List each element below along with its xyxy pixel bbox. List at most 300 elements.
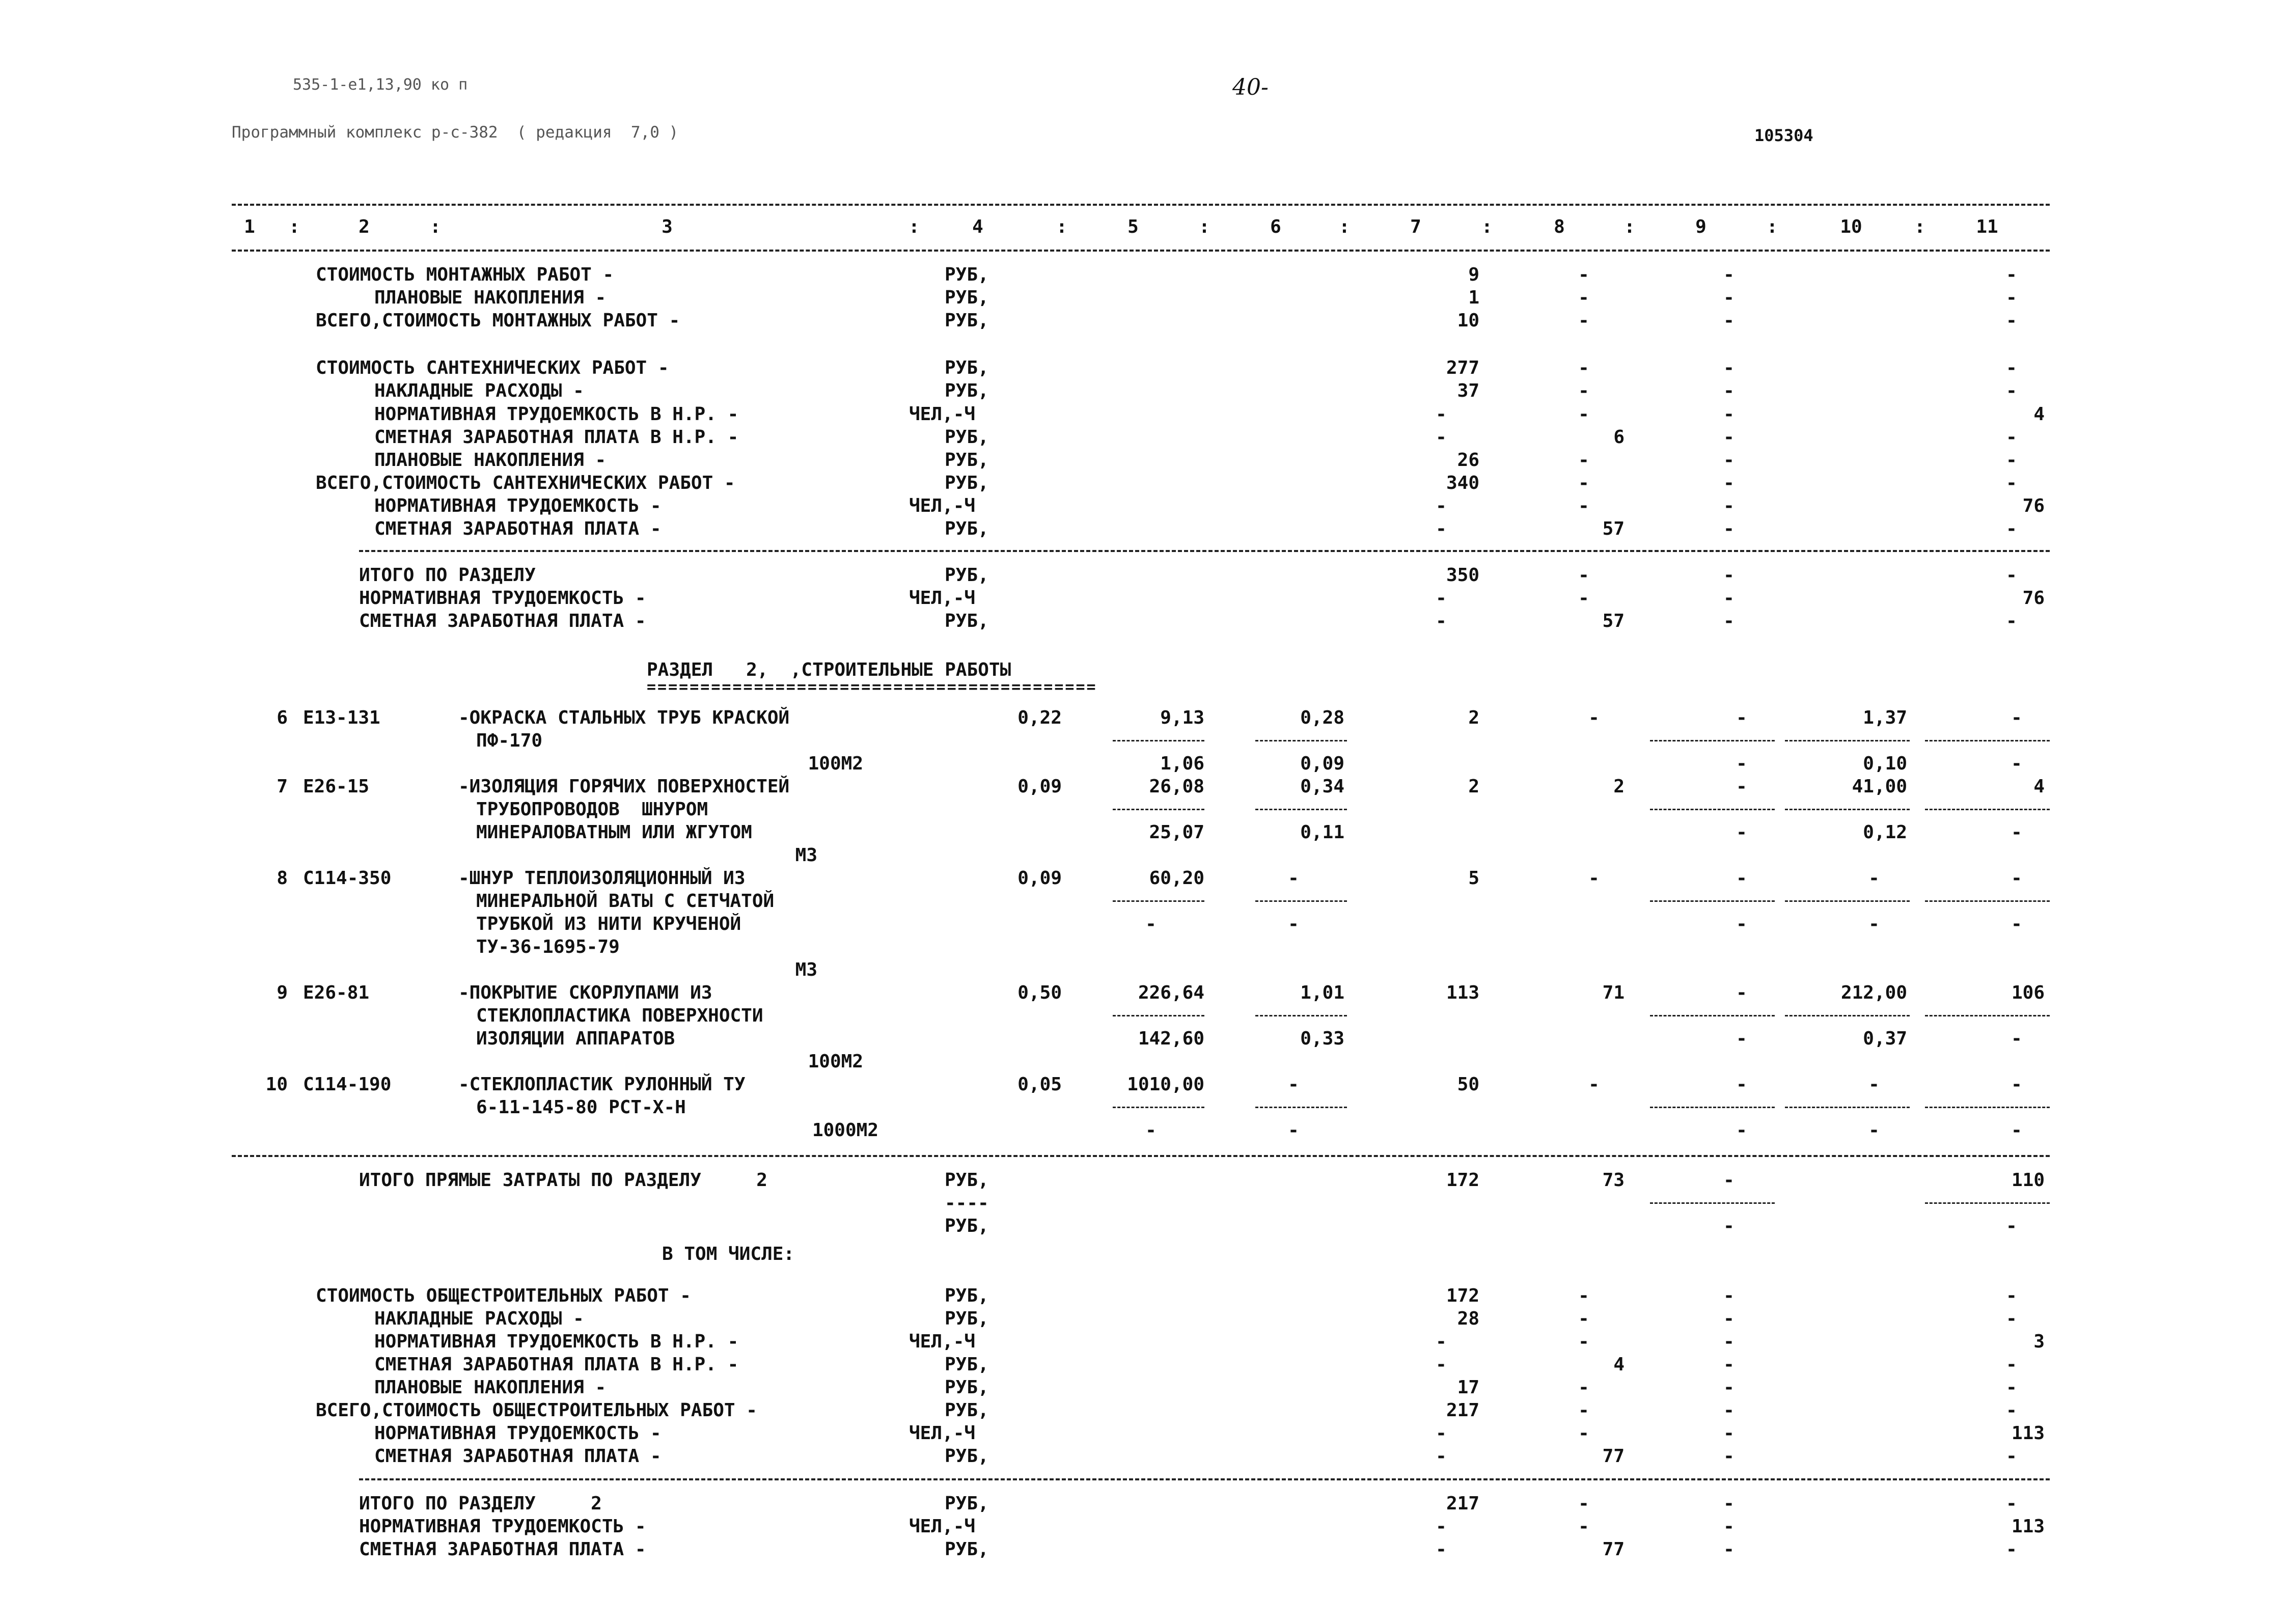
item-code: С114-190 (303, 1074, 392, 1095)
subrule (1785, 1015, 1910, 1016)
row-unit: РУБ, (945, 1308, 989, 1329)
value-col8: - (1578, 473, 1589, 493)
row-label: ИТОГО ПРЯМЫЕ ЗАТРАТЫ ПО РАЗДЕЛУ 2 (359, 1170, 767, 1191)
value-col11: - (2011, 1028, 2022, 1049)
value-col8: - (1578, 565, 1589, 586)
value-col9: - (1723, 588, 1735, 609)
value-col8: 71 (1602, 982, 1625, 1003)
row-label: ПЛАНОВЫЕ НАКОПЛЕНИЯ - (374, 287, 607, 308)
value-col11: - (2011, 822, 2022, 843)
value-col9: - (1723, 357, 1735, 378)
value-col5: - (1145, 914, 1157, 934)
row-label: ПЛАНОВЫЕ НАКОПЛЕНИЯ - (374, 450, 607, 471)
row-label: СМЕТНАЯ ЗАРАБОТНАЯ ПЛАТА - (359, 1539, 646, 1560)
value-col9: - (1723, 1493, 1735, 1514)
page-number: 40- (1232, 74, 1269, 100)
value-col6: 0,28 (1300, 707, 1344, 728)
value-col11: - (2006, 1446, 2017, 1467)
item-code: С114-350 (303, 868, 392, 889)
value-col7: 17 (1457, 1377, 1479, 1398)
value-col9: - (1736, 982, 1747, 1003)
row-unit-dashes: ---- (945, 1193, 989, 1214)
subrule (1925, 900, 2050, 902)
value-col6: 0,33 (1300, 1028, 1344, 1049)
row-label: СМЕТНАЯ ЗАРАБОТНАЯ ПЛАТА - (374, 518, 662, 539)
item-qty: 0,50 (1017, 982, 1062, 1003)
value-col9: - (1736, 868, 1747, 889)
row-label: НОРМАТИВНАЯ ТРУДОЕМКОСТЬ В Н.Р. - (374, 404, 739, 425)
item-number: 10 (265, 1074, 288, 1095)
row-label: ИТОГО ПО РАЗДЕЛУ (359, 565, 536, 586)
row-unit: РУБ, (945, 1285, 989, 1306)
value-col7: 9 (1468, 264, 1479, 285)
value-col11: - (2006, 1285, 2017, 1306)
row-unit: РУБ, (945, 611, 989, 631)
item-description: -СТЕКЛОПЛАСТИК РУЛОННЫЙ ТУ (458, 1074, 746, 1095)
item-qty: 0,22 (1017, 707, 1062, 728)
subrule (1113, 1015, 1204, 1016)
row-label: СТОИМОСТЬ САНТЕХНИЧЕСКИХ РАБОТ - (316, 357, 669, 378)
value-col6: 0,11 (1300, 822, 1344, 843)
col-header: 5 (1127, 216, 1139, 237)
item-code: Е13-131 (303, 707, 380, 728)
subrule (1925, 1202, 2050, 1204)
value-col11: 4 (2033, 404, 2045, 425)
value-col7: 2 (1468, 707, 1479, 728)
value-col8: 57 (1602, 518, 1625, 539)
item-number: 7 (277, 776, 288, 797)
value-col7: 2 (1468, 776, 1479, 797)
value-col9: - (1723, 380, 1735, 401)
value-col9: - (1723, 565, 1735, 586)
col-separator: : (430, 216, 441, 237)
col-header: 8 (1554, 216, 1565, 237)
subrule (1650, 1015, 1775, 1016)
col-header: 11 (1976, 216, 1998, 237)
value-col11: - (2006, 450, 2017, 471)
value-col10: - (1868, 1074, 1880, 1095)
row-unit: ЧЕЛ,-Ч (909, 1331, 976, 1352)
row-unit: РУБ, (945, 287, 989, 308)
subrule (1650, 1107, 1775, 1108)
value-col8: - (1578, 1308, 1589, 1329)
value-col5: - (1145, 1120, 1157, 1141)
value-col9: - (1723, 1308, 1735, 1329)
value-col6: - (1288, 914, 1299, 934)
value-col8: - (1578, 1285, 1589, 1306)
row-unit: РУБ, (945, 1446, 989, 1467)
subrule (1925, 1015, 2050, 1016)
row-unit: РУБ, (945, 380, 989, 401)
value-col9: - (1723, 287, 1735, 308)
value-col11: - (2011, 753, 2022, 774)
row-unit: РУБ, (945, 1377, 989, 1398)
value-col11: - (2011, 1074, 2022, 1095)
value-col11: 3 (2033, 1331, 2045, 1352)
value-col9: - (1723, 1446, 1735, 1467)
item-description: ПФ-170 (476, 730, 543, 751)
value-col6: - (1288, 868, 1299, 889)
value-col7: - (1436, 404, 1447, 425)
section-heading-underline: ========================================== (647, 678, 1097, 696)
row-unit: ЧЕЛ,-Ч (909, 1423, 976, 1444)
col-separator: : (1624, 216, 1635, 237)
subrule (1650, 809, 1775, 810)
value-col5: 25,07 (1149, 822, 1204, 843)
row-unit: РУБ, (945, 565, 989, 586)
item-description: ТРУБОПРОВОДОВ ШНУРОМ (476, 799, 708, 820)
document-code: 535-1-е1,13,90 ко п (293, 76, 468, 94)
value-col8: 57 (1602, 611, 1625, 631)
item-description: -ИЗОЛЯЦИЯ ГОРЯЧИХ ПОВЕРХНОСТЕЙ (458, 776, 790, 797)
value-col8: - (1578, 1516, 1589, 1537)
row-unit: РУБ, (945, 310, 989, 331)
row-label: СМЕТНАЯ ЗАРАБОТНАЯ ПЛАТА В Н.Р. - (374, 427, 739, 448)
value-col7: - (1436, 611, 1447, 631)
item-unit: 1000М2 (812, 1120, 878, 1141)
value-col8: - (1578, 588, 1589, 609)
item-description: -ОКРАСКА СТАЛЬНЫХ ТРУБ КРАСКОЙ (458, 707, 790, 728)
value-col11: 76 (2022, 496, 2045, 516)
value-col9: - (1723, 473, 1735, 493)
subrule (1255, 1107, 1347, 1108)
value-col6: 0,09 (1300, 753, 1344, 774)
row-unit: РУБ, (945, 1354, 989, 1375)
value-col9: - (1736, 753, 1747, 774)
value-col11: - (2006, 1539, 2017, 1560)
section-heading: РАЗДЕЛ 2, ,СТРОИТЕЛЬНЫЕ РАБОТЫ (647, 659, 1011, 680)
value-col10: 41,00 (1852, 776, 1907, 797)
item-description: ТРУБКОЙ ИЗ НИТИ КРУЧЕНОЙ (476, 914, 741, 934)
value-col7: 50 (1457, 1074, 1479, 1095)
value-col7: 28 (1457, 1308, 1479, 1329)
value-col8: - (1578, 1331, 1589, 1352)
value-col10: 1,37 (1863, 707, 1907, 728)
value-col5: 1010,00 (1127, 1074, 1204, 1095)
subrule (1113, 809, 1204, 810)
col-header: 4 (972, 216, 983, 237)
subrule (1255, 900, 1347, 902)
value-col7: - (1436, 496, 1447, 516)
row-label: ВСЕГО,СТОИМОСТЬ МОНТАЖНЫХ РАБОТ - (316, 310, 680, 331)
row-label: НОРМАТИВНАЯ ТРУДОЕМКОСТЬ - (359, 1516, 646, 1537)
value-col7: 1 (1468, 287, 1479, 308)
row-label: НАКЛАДНЫЕ РАСХОДЫ - (374, 380, 584, 401)
value-col7: 26 (1457, 450, 1479, 471)
value-col10: - (1868, 914, 1880, 934)
row-unit: ЧЕЛ,-Ч (909, 1516, 976, 1537)
row-unit: РУБ, (945, 1539, 989, 1560)
item-description: МИНЕРАЛОВАТНЫМ ИЛИ ЖГУТОМ (476, 822, 752, 843)
value-col9: - (1723, 427, 1735, 448)
value-col11: - (2011, 868, 2022, 889)
value-col7: 340 (1446, 473, 1479, 493)
value-col11: 106 (2011, 982, 2045, 1003)
value-col8: - (1588, 868, 1600, 889)
value-col9: - (1723, 1400, 1735, 1421)
value-col7: 10 (1457, 310, 1479, 331)
value-col6: 0,34 (1300, 776, 1344, 797)
item-code: Е26-81 (303, 982, 370, 1003)
row-unit: РУБ, (945, 427, 989, 448)
value-col8: - (1578, 450, 1589, 471)
item-unit: 100М2 (808, 1051, 863, 1072)
subrule (1255, 1015, 1347, 1016)
subrule (1650, 900, 1775, 902)
value-col11: - (2006, 427, 2017, 448)
value-col11: - (2006, 264, 2017, 285)
value-col7: - (1436, 1331, 1447, 1352)
value-col7: 350 (1446, 565, 1479, 586)
item-description: МИНЕРАЛЬНОЙ ВАТЫ С СЕТЧАТОЙ (476, 891, 775, 912)
item-number: 8 (277, 868, 288, 889)
row-label: НАКЛАДНЫЕ РАСХОДЫ - (374, 1308, 584, 1329)
row-label: СМЕТНАЯ ЗАРАБОТНАЯ ПЛАТА - (374, 1446, 662, 1467)
value-col7: - (1436, 427, 1447, 448)
value-col11: 4 (2033, 776, 2045, 797)
value-col7: - (1436, 1516, 1447, 1537)
value-col7: 277 (1446, 357, 1479, 378)
item-number: 9 (277, 982, 288, 1003)
value-col11: - (2006, 518, 2017, 539)
subrule (1925, 1107, 2050, 1108)
value-col9: - (1723, 1423, 1735, 1444)
value-col11: - (2006, 1216, 2017, 1236)
item-description: -ШНУР ТЕПЛОИЗОЛЯЦИОННЫЙ ИЗ (458, 868, 746, 889)
value-col9: - (1723, 1216, 1735, 1236)
item-qty: 0,05 (1017, 1074, 1062, 1095)
value-col11: - (2006, 473, 2017, 493)
value-col11: - (2006, 1354, 2017, 1375)
subrule (1113, 1107, 1204, 1108)
value-col9: - (1723, 496, 1735, 516)
item-description: ТУ-36-1695-79 (476, 937, 620, 957)
value-col9: - (1723, 1331, 1735, 1352)
value-col10: 0,10 (1863, 753, 1907, 774)
value-col9: - (1723, 518, 1735, 539)
value-col8: - (1578, 1400, 1589, 1421)
value-col8: - (1588, 1074, 1600, 1095)
item-code: Е26-15 (303, 776, 370, 797)
subrule (1785, 740, 1910, 741)
value-col9: - (1723, 310, 1735, 331)
subrule (1785, 809, 1910, 810)
value-col11: - (2011, 707, 2022, 728)
value-col9: - (1723, 1354, 1735, 1375)
row-label: ВСЕГО,СТОИМОСТЬ САНТЕХНИЧЕСКИХ РАБОТ - (316, 473, 735, 493)
value-col11: 110 (2011, 1170, 2045, 1191)
col-header: 3 (662, 216, 673, 237)
value-col10: 212,00 (1840, 982, 1907, 1003)
value-col7: - (1436, 1539, 1447, 1560)
value-col9: - (1736, 776, 1747, 797)
value-col5: 226,64 (1138, 982, 1204, 1003)
row-label: ВСЕГО,СТОИМОСТЬ ОБЩЕСТРОИТЕЛЬНЫХ РАБОТ - (316, 1400, 757, 1421)
including-caption: В ТОМ ЧИСЛЕ: (662, 1244, 795, 1264)
value-col7: 217 (1446, 1400, 1479, 1421)
row-unit: РУБ, (945, 1170, 989, 1191)
value-col7: 113 (1446, 982, 1479, 1003)
row-unit: ЧЕЛ,-Ч (909, 588, 976, 609)
item-unit: М3 (795, 845, 817, 866)
value-col11: 76 (2022, 588, 2045, 609)
value-col11: - (2006, 310, 2017, 331)
value-col8: 77 (1602, 1446, 1625, 1467)
value-col8: 4 (1613, 1354, 1625, 1375)
value-col7: - (1436, 1354, 1447, 1375)
section2-total-rule (359, 1478, 2050, 1480)
col-separator: : (1914, 216, 1925, 237)
value-col5: 1,06 (1160, 753, 1204, 774)
value-col11: - (2006, 1377, 2017, 1398)
value-col11: - (2006, 1308, 2017, 1329)
row-unit: РУБ, (945, 357, 989, 378)
value-col9: - (1736, 914, 1747, 934)
value-col9: - (1723, 264, 1735, 285)
value-col9: - (1736, 1028, 1747, 1049)
value-col9: - (1723, 1516, 1735, 1537)
header-rule-bottom (232, 250, 2050, 252)
value-col8: - (1578, 404, 1589, 425)
subrule (1255, 809, 1347, 810)
value-col11: 113 (2011, 1423, 2045, 1444)
subrule (1650, 740, 1775, 741)
row-unit: РУБ, (945, 473, 989, 493)
item-qty: 0,09 (1017, 776, 1062, 797)
value-col6: - (1288, 1120, 1299, 1141)
col-separator: : (1481, 216, 1493, 237)
row-label: СМЕТНАЯ ЗАРАБОТНАЯ ПЛАТА В Н.Р. - (374, 1354, 739, 1375)
value-col7: 217 (1446, 1493, 1479, 1514)
value-col7: 172 (1446, 1170, 1479, 1191)
item-description: -ПОКРЫТИЕ СКОРЛУПАМИ ИЗ (458, 982, 712, 1003)
value-col11: - (2006, 565, 2017, 586)
item-qty: 0,09 (1017, 868, 1062, 889)
value-col8: - (1588, 707, 1600, 728)
value-col9: - (1736, 1120, 1747, 1141)
value-col7: 37 (1457, 380, 1479, 401)
value-col7: 172 (1446, 1285, 1479, 1306)
subrule (1650, 1202, 1775, 1204)
value-col10: - (1868, 868, 1880, 889)
section1-total-rule (359, 550, 2050, 552)
value-col9: - (1723, 1539, 1735, 1560)
value-col8: - (1578, 1423, 1589, 1444)
value-col6: - (1288, 1074, 1299, 1095)
row-label: НОРМАТИВНАЯ ТРУДОЕМКОСТЬ В Н.Р. - (374, 1331, 739, 1352)
value-col11: - (2006, 1493, 2017, 1514)
row-unit: ЧЕЛ,-Ч (909, 404, 976, 425)
row-unit: РУБ, (945, 450, 989, 471)
value-col8: - (1578, 496, 1589, 516)
value-col7: 5 (1468, 868, 1479, 889)
value-col5: 142,60 (1138, 1028, 1204, 1049)
subrule (1785, 900, 1910, 902)
value-col8: 77 (1602, 1539, 1625, 1560)
value-col9: - (1723, 404, 1735, 425)
value-col7: - (1436, 518, 1447, 539)
row-unit: РУБ, (945, 1400, 989, 1421)
value-col8: 6 (1613, 427, 1625, 448)
col-separator: : (909, 216, 920, 237)
document-number: 105304 (1754, 126, 1813, 145)
program-line: Программный комплекс р-с-382 ( редакция 7,0 ) (232, 123, 679, 142)
col-header: 1 (244, 216, 255, 237)
row-label: СМЕТНАЯ ЗАРАБОТНАЯ ПЛАТА - (359, 611, 646, 631)
col-header: 2 (359, 216, 370, 237)
value-col11: 113 (2011, 1516, 2045, 1537)
value-col9: - (1736, 1074, 1747, 1095)
col-separator: : (289, 216, 300, 237)
value-col9: - (1736, 707, 1747, 728)
item-unit: М3 (795, 959, 817, 980)
value-col11: - (2006, 380, 2017, 401)
row-label: ИТОГО ПО РАЗДЕЛУ 2 (359, 1493, 602, 1514)
value-col10: 0,37 (1863, 1028, 1907, 1049)
row-label: НОРМАТИВНАЯ ТРУДОЕМКОСТЬ - (374, 496, 662, 516)
value-col7: - (1436, 588, 1447, 609)
value-col9: - (1736, 822, 1747, 843)
subrule (1113, 740, 1204, 741)
value-col11: - (2006, 1400, 2017, 1421)
value-col11: - (2011, 1120, 2022, 1141)
row-label: СТОИМОСТЬ МОНТАЖНЫХ РАБОТ - (316, 264, 614, 285)
col-separator: : (1767, 216, 1778, 237)
value-col9: - (1723, 611, 1735, 631)
row-label: ПЛАНОВЫЕ НАКОПЛЕНИЯ - (374, 1377, 607, 1398)
value-col10: - (1868, 1120, 1880, 1141)
value-col9: - (1723, 1377, 1735, 1398)
value-col8: - (1578, 310, 1589, 331)
value-col8: - (1578, 380, 1589, 401)
col-header: 7 (1410, 216, 1421, 237)
value-col5: 60,20 (1149, 868, 1204, 889)
value-col5: 9,13 (1160, 707, 1204, 728)
item-unit: 100М2 (808, 753, 863, 774)
col-header: 9 (1695, 216, 1706, 237)
item-description: ИЗОЛЯЦИИ АППАРАТОВ (476, 1028, 675, 1049)
value-col10: 0,12 (1863, 822, 1907, 843)
row-unit: РУБ, (945, 1216, 989, 1236)
value-col9: - (1723, 1285, 1735, 1306)
row-unit: РУБ, (945, 264, 989, 285)
col-separator: : (1056, 216, 1067, 237)
subrule (1925, 809, 2050, 810)
value-col9: - (1723, 450, 1735, 471)
value-col11: - (2006, 287, 2017, 308)
row-unit: ЧЕЛ,-Ч (909, 496, 976, 516)
subrule (1113, 900, 1204, 902)
section2-items-rule (232, 1155, 2050, 1157)
col-header: 10 (1840, 216, 1862, 237)
value-col6: 1,01 (1300, 982, 1344, 1003)
col-separator: : (1339, 216, 1350, 237)
item-description: 6-11-145-80 РСТ-Х-Н (476, 1097, 686, 1118)
value-col7: - (1436, 1423, 1447, 1444)
subrule (1255, 740, 1347, 741)
row-label: НОРМАТИВНАЯ ТРУДОЕМКОСТЬ - (374, 1423, 662, 1444)
row-unit: РУБ, (945, 518, 989, 539)
value-col8: 73 (1602, 1170, 1625, 1191)
subrule (1925, 740, 2050, 741)
value-col11: - (2011, 914, 2022, 934)
row-label: НОРМАТИВНАЯ ТРУДОЕМКОСТЬ - (359, 588, 646, 609)
col-separator: : (1199, 216, 1210, 237)
value-col11: - (2006, 357, 2017, 378)
row-label: СТОИМОСТЬ ОБЩЕСТРОИТЕЛЬНЫХ РАБОТ - (316, 1285, 691, 1306)
value-col8: - (1578, 1377, 1589, 1398)
value-col5: 26,08 (1149, 776, 1204, 797)
